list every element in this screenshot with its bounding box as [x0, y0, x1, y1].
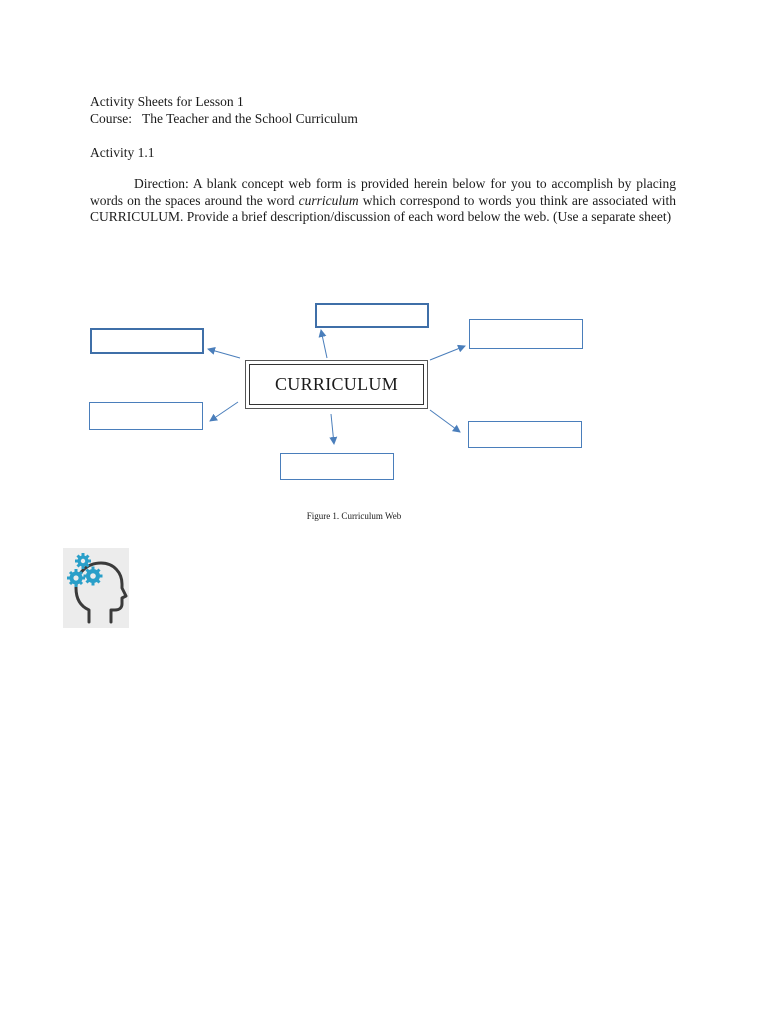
web-box-bottom-right[interactable]: [468, 421, 582, 448]
arrow-top-left: [208, 349, 240, 358]
arrow-bottom-left: [210, 402, 238, 421]
web-box-top[interactable]: [315, 303, 429, 328]
direction-paragraph: [90, 176, 676, 226]
head-with-gears-icon: [63, 548, 129, 628]
arrow-bottom: [331, 414, 334, 444]
course-label: Course:: [90, 111, 132, 126]
arrow-top-right: [430, 346, 465, 360]
activity-label: Activity 1.1: [90, 145, 155, 160]
center-word-frame: [245, 360, 428, 409]
web-box-bottom[interactable]: [280, 453, 394, 480]
arrow-bottom-right: [430, 410, 460, 432]
course-line: [90, 110, 358, 127]
course-name: The Teacher and the School Curriculum: [142, 111, 358, 126]
direction-text-start: Direction: A blank concept web form is provided herein below for you to accomplish by placing words on the spaces around the word: [90, 176, 676, 208]
document-title: Activity Sheets for Lesson 1: [90, 94, 244, 109]
figure-caption: Figure 1. Curriculum Web: [306, 511, 402, 521]
direction-text-end: which correspond to words you think are associated with CURRICULUM. Provide a brief description/discussion of each word below the web. (Use a separate sheet): [90, 192, 676, 224]
direction-emphasis-word: curriculum: [298, 192, 359, 208]
web-box-top-left[interactable]: [90, 328, 204, 354]
arrow-top: [321, 330, 327, 358]
web-box-bottom-left[interactable]: [89, 402, 203, 430]
center-word: CURRICULUM: [249, 364, 424, 405]
concept-web: [0, 290, 768, 490]
web-box-top-right[interactable]: [469, 319, 583, 349]
